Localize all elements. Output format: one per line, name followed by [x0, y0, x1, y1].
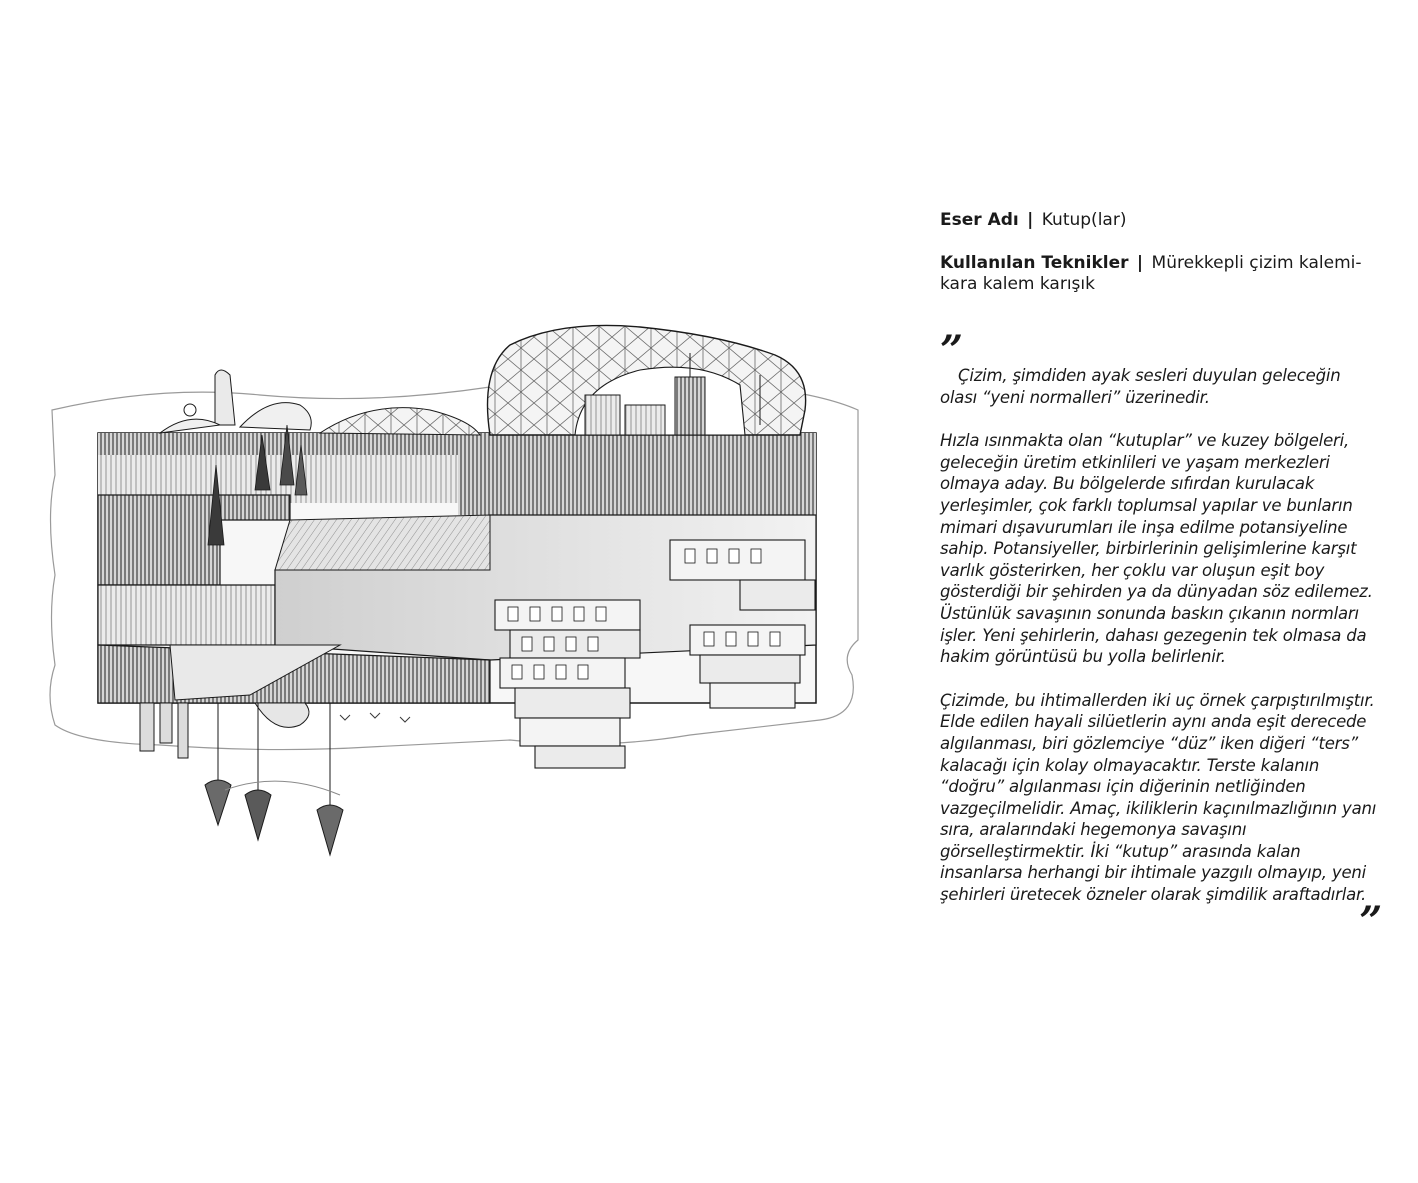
statement-paragraph-2: Hızla ısınmakta olan “kutuplar” ve kuzey bölgeleri, geleceğin üretim etkinlileri ve yaşam merkezleri olmaya aday. Bu bölgelerde sıfırdan kurulacak yerleşimler, çok farklı toplumsal yapılar ve bunların mimari dışavurumları ile inşa edilme potansiyeline sahip. Potansiyeller, birbirlerinin gelişimlerine karşıt varlık gösterirken, her çoklu var oluşun eşit boy gösterdiği bir şehirden ya da dünyadan söz edilemez. Üstünlük savaşının sonunda baskın çıkanın normları işler. Yeni şehirlerin, dahası gezegenin tek olmasa da hakim görüntüsü bu yolla belirlenir.: [940, 431, 1373, 667]
statement-paragraph-1: Çizim, şimdiden ayak sesleri duyulan geleceğin olası “yeni normalleri” üzerinedir.: [940, 366, 1341, 407]
techniques-value: Mürekkepli çizim kalemi-kara kalem karışık: [940, 253, 1362, 294]
artwork-title-label: Eser Adı: [940, 210, 1019, 230]
separator: |: [1027, 210, 1034, 230]
statement-paragraph-3: Çizimde, bu ihtimallerden iki uç örnek çarpıştırılmıştır. Elde edilen hayali silüetlerin aynı anda eşit derecede algılanması, biri gözlemciye “düz” iken diğeri “ters” kalacağı için kolay olmayacaktır. Terste kalanın “doğru” algılanması için diğerinin netliğinden vazgeçilmelidir. Amaç, ikiliklerin kaçınılmazlığının yanı sıra, aralarındaki hegemonya savaşını görselleştirmektir. İki “kutup” arasında kalan insanlarsa herhangi bir ihtimale yazgılı olmayıp, yeni şehirleri üretecek özneler olarak şimdilik araftadırlar.: [940, 690, 1377, 905]
artist-statement-quote: [940, 327, 1382, 945]
open-quote-mark: ”: [940, 327, 963, 374]
hanging-trees: [205, 703, 343, 855]
architectural-section-drawing: [40, 315, 875, 880]
techniques-label: Kullanılan Teknikler: [940, 253, 1129, 273]
close-quote-mark: ”: [1359, 897, 1382, 945]
separator: |: [1136, 253, 1144, 273]
artwork-title-value: Kutup(lar): [1041, 210, 1127, 230]
description-column: [940, 210, 1382, 945]
artwork-title-line: [940, 210, 1380, 231]
ink-drawing-illustration: [40, 315, 875, 880]
techniques-line: [940, 253, 1380, 295]
